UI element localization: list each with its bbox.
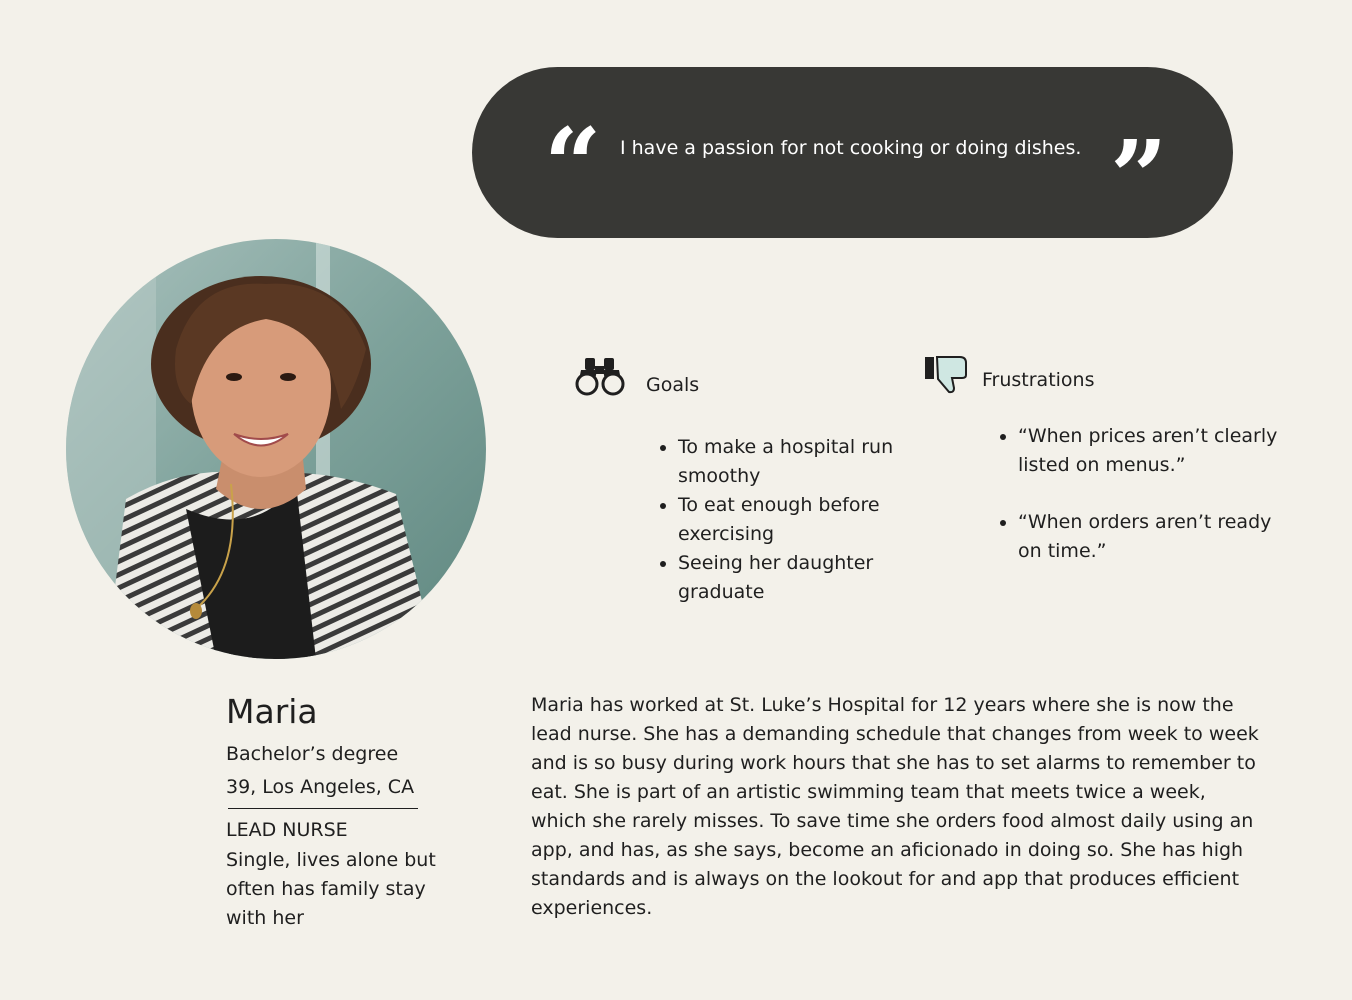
persona-living-situation: Single, lives alone but often has family stay with her [226, 849, 436, 929]
portrait-photo [66, 239, 486, 659]
list-item: • “When prices aren’t clearly listed on menus.” [1018, 422, 1298, 480]
list-item: • Seeing her daughter graduate [678, 549, 938, 607]
persona-name: Maria [226, 692, 318, 731]
persona-bio: Maria has worked at St. Luke’s Hospital for 12 years where she is now the lead nurse. She has a demanding schedule that changes from week to week and is so busy during work hours that she has to set alarms to remember to eat. She is part of an artistic swimming team that meets twice a week, which she rarely misses. To save time she orders food almost daily using an app, and has, as she says, become an aficionado in doing so. She has high standards and is always on the lookout for and app that produces efficient experiences. [531, 694, 1259, 919]
frustrations-list [996, 422, 1298, 594]
persona-role: LEAD NURSE [226, 819, 348, 841]
quote-banner [472, 67, 1233, 238]
persona-age-location: 39, Los Angeles, CA [226, 776, 415, 798]
thumbs-down-icon [924, 355, 970, 399]
goals-title: Goals [646, 374, 700, 396]
goals-list [656, 433, 938, 607]
list-item: • To make a hospital run smoothy [678, 433, 938, 491]
frustrations-title: Frustrations [982, 369, 1095, 391]
list-item: • “When orders aren’t ready on time.” [1018, 508, 1298, 566]
persona-education: Bachelor’s degree [226, 743, 399, 765]
close-quote-icon: ” [1110, 118, 1168, 236]
persona-photo [66, 239, 486, 659]
binoculars-icon [573, 354, 627, 400]
open-quote-icon: “ [544, 106, 602, 224]
list-item: • To eat enough before exercising [678, 491, 938, 549]
persona-quote: I have a passion for not cooking or doing dishes. [620, 137, 1082, 159]
divider [228, 808, 418, 809]
